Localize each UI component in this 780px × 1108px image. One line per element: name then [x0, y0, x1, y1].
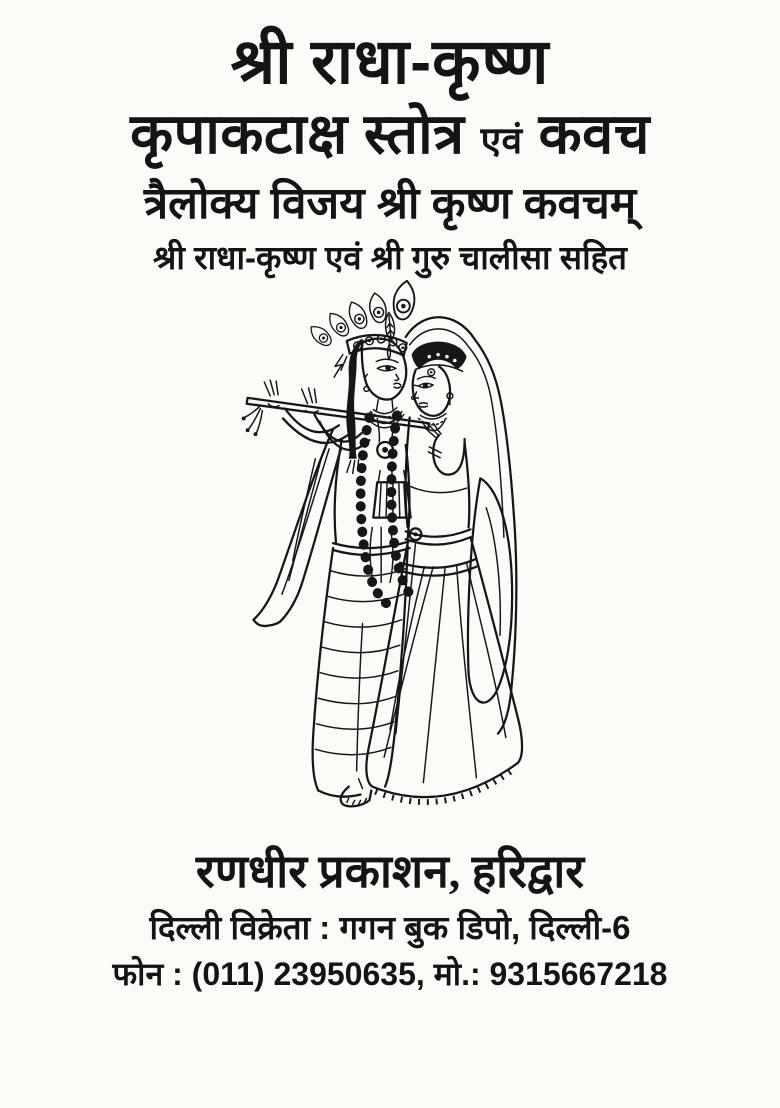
radha-figure [366, 317, 522, 802]
title-line-2-part1: कृपाकटाक्ष स्तोत्र [130, 102, 465, 166]
delhi-seller-line: दिल्ली विक्रेता : गगन बुक डिपो, दिल्ली-6 [149, 909, 631, 947]
title-line-2-conjunction: एवं [480, 120, 523, 162]
title-line-2 [130, 100, 650, 167]
title-line-1: श्री राधा-कृष्ण [230, 27, 550, 97]
phone-line: फोन : (011) 23950635, मो.: 9315667218 [112, 956, 668, 993]
publisher-line: रणधीर प्रकाशन, हरिद्वार [195, 845, 585, 897]
subtitle-chalisa: श्री राधा-कृष्ण एवं श्री गुरु चालीसा सहित [153, 238, 627, 276]
radha-krishna-line-drawing-icon [217, 280, 563, 820]
flute-icon [247, 398, 430, 428]
subtitle-kavacham: त्रैलोक्य विजय श्री कृष्ण कवचम् [143, 178, 637, 228]
krishna-figure [242, 280, 430, 806]
radha-krishna-illustration [217, 280, 563, 820]
title-line-2-part2: कवच [538, 102, 650, 166]
